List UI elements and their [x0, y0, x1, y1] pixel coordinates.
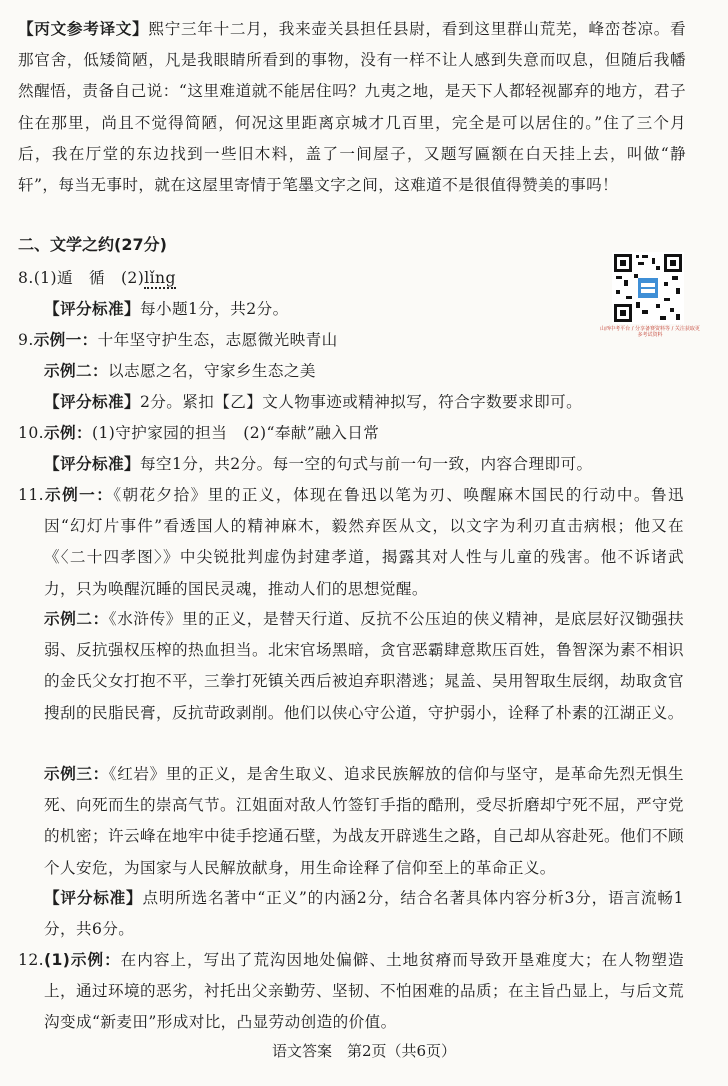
q11-standard: 【评分标准】点明所选名著中“正义”的内涵2分，结合名著具体内容分析3分，语言流畅1分，共6分。 — [44, 889, 684, 939]
q11-example-2: 示例二：《水浒传》里的正义，是替天行道、反抗不公压迫的侠义精神，是底层好汉锄强扶弱、反抗强权压榨的热血担当。北宋官场黑暗，贪官恶霸肆意欺压百姓，鲁智深为素不相识的金氏父女打抱不平，三拳打死镇关西后被迫弃职潜逃；晁盖、吴用智取生辰纲，劫取贪官搜刮的民脂民膏，反抗苛政剥削。他们以侠心守公道，守护弱小，诠释了朴素的江湖正义。 — [44, 610, 684, 722]
qr-code[interactable] — [612, 252, 684, 324]
qr-caption: 山西中考平台 / 分享备赛资料等 / 关注获取更多考试资料 — [600, 326, 700, 338]
q9-example-2: 示例二：以志愿之名，守家乡生态之美 — [44, 362, 316, 380]
page-footer: 语文答案 第2页（共6页） — [271, 1042, 457, 1060]
q10-example: 10.示例：(1)守护家园的担当 (2)“奉献”融入日常 — [18, 424, 380, 442]
q8-standard: 【评分标准】每小题1分，共2分。 — [44, 300, 289, 318]
section-heading: 二、文学之约(27分) — [18, 235, 167, 254]
q8-answer: 8.(1)遁 循 (2)lǐng — [18, 269, 176, 287]
q9-standard: 【评分标准】2分。紧扣【乙】文人物事迹或精神拟写，符合字数要求即可。 — [44, 393, 583, 411]
q11-example-1: 11.示例一：《朝花夕拾》里的正义，体现在鲁迅以笔为刃、唤醒麻木国民的行动中。鲁迅因“幻灯片事件”看透国人的精神麻木，毅然弃医从文，以文字为利刃直击病根；他又在《〈二十四孝图〉》中尖锐批判虚伪封建孝道，揭露其对人性与儿童的残害。他不诉诸武力，只为唤醒沉睡的国民灵魂，推动人们的思想觉醒。 — [18, 486, 684, 598]
q9-example-1: 9.示例一：十年坚守护生态，志愿微光映青山 — [18, 331, 338, 349]
q12-example: 12.(1)示例：在内容上，写出了荒沟因地处偏僻、土地贫瘠而导致开垦难度大；在人物塑造上，通过环境的恶劣，衬托出父亲勤劳、坚韧、不怕困难的品质；在主旨凸显上，与后文荒沟变成“新麦田”形成对比，凸显劳动创造的价值。 — [18, 951, 684, 1032]
translation-paragraph: 【丙文参考译文】熙宁三年十二月，我来壶关县担任县尉，看到这里群山荒芜，峰峦苍凉。看那官舍，低矮简陋，凡是我眼睛所看到的事物，没有一样不让人感到失意而叹息，但随后我幡然醒悟，责备自己说：“这里难道就不能居住吗？九夷之地，是天下人都轻视鄙弃的地方，君子住在那里，尚且不觉得简陋，何况这里距离京城才几百里，完全是可以居住的。”住了三个月后，我在厅堂的东边找到一些旧木料，盖了一间屋子，又题写匾额在白天挂上去，叫做“静轩”，每当无事时，就在这屋里寄情于笔墨文字之间，这难道不是很值得赞美的事吗！ — [18, 20, 687, 195]
translation-tag: 【丙文参考译文】 — [18, 20, 149, 38]
q10-standard: 【评分标准】每空1分，共2分。每一空的句式与前一句一致，内容合理即可。 — [44, 455, 593, 473]
q11-example-3: 示例三：《红岩》里的正义，是舍生取义、追求民族解放的信仰与坚守，是革命先烈无惧生死、向死而生的崇高气节。江姐面对敌人竹签钉手指的酷刑，受尽折磨却宁死不屈，严守党的机密；许云峰在地牢中徒手挖通石壁，为战友开辟逃生之路，自己却从容赴死。他们不顾个人安危，为国家与人民解放献身，用生命诠释了信仰至上的革命正义。 — [44, 765, 684, 877]
